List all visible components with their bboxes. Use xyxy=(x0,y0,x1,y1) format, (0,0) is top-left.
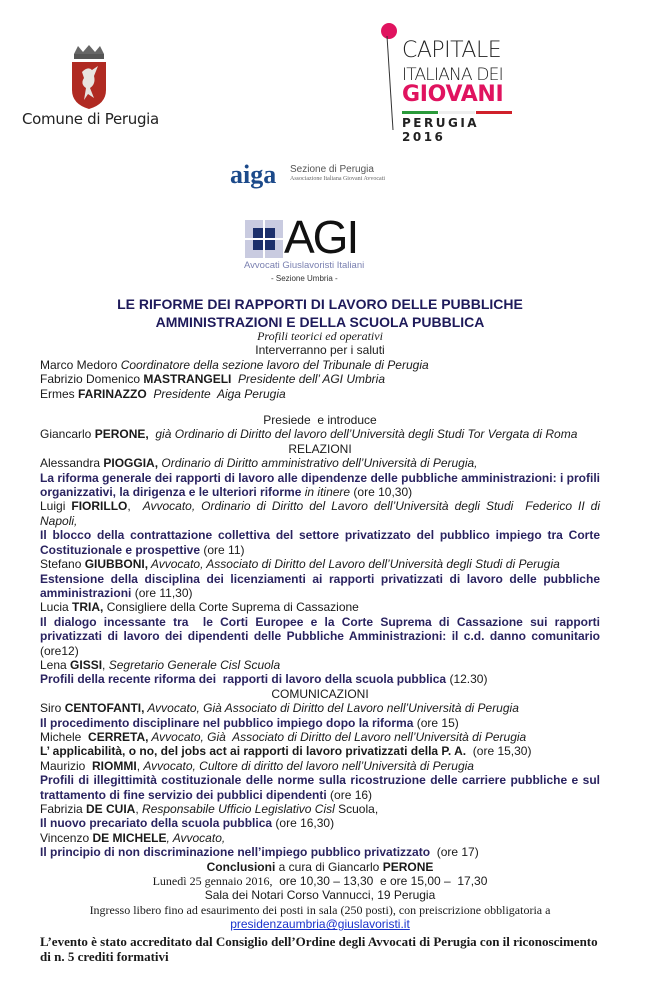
speaker-name: RIOMMI xyxy=(92,758,137,773)
speaker-name: Conclusioni xyxy=(206,859,276,874)
text-run: (ore 17) xyxy=(430,845,479,860)
text-run: Maurizio xyxy=(40,758,93,773)
talk-title: Il dialogo incessante tra le Corti Europee e la Corte Suprema di Cassazione sui rapporti privatizzati di lavoro dei dipendenti delle Pubbliche Amministrazioni: il c.d. danno comunitario xyxy=(40,614,604,644)
talk-title: Profili di illegittimità costituzionale delle norme sulla ricostruzione delle carriere pubbliche e sul trattamento di fine servizio dei pubblici dipendenti xyxy=(40,773,604,802)
text-run: Profili teorici ed operativi xyxy=(257,329,383,343)
talk-title: Il nuovo precariato della scuola pubblica xyxy=(40,816,273,831)
program-paragraph xyxy=(40,387,600,401)
agi-logo: AGI Avvocati Giuslavoristi Italiani - Sezione Umbria - xyxy=(244,211,365,283)
program-paragraph xyxy=(40,716,600,730)
program-paragraph xyxy=(40,888,600,902)
event-title-line2: AMMINISTRAZIONI E DELLA SCUOLA PUBBLICA xyxy=(155,314,485,330)
text-run: Ermes xyxy=(40,386,79,401)
speaker-name: MASTRANGELI xyxy=(143,372,232,387)
speaker-name: PERONE xyxy=(382,859,434,874)
program-paragraph xyxy=(40,600,600,614)
text-run: L’evento è stato accreditato dal Consiglio dell’Ordine degli Avvocati di Perugia con il riconoscimento di n. 5 crediti formativi xyxy=(40,933,601,964)
text-run: Giancarlo xyxy=(40,427,95,442)
program-paragraph xyxy=(40,874,600,888)
program-paragraph xyxy=(40,470,604,500)
program-paragraph xyxy=(40,427,600,441)
program-paragraph xyxy=(40,687,600,701)
program-paragraph xyxy=(40,557,600,571)
program-paragraph xyxy=(40,658,600,672)
text-run: Ingresso libero fino ad esaurimento dei posti in sala (250 posti), con preiscrizione obbligatoria a xyxy=(89,902,551,917)
text-run: Coordinatore della sezione lavoro del Tribunale di Perugia xyxy=(120,357,429,372)
comune-coat-of-arms-logo xyxy=(68,44,110,110)
text-run: Avvocato, Già Associato di Diritto del Lavoro nell’Università di Perugia xyxy=(148,729,527,744)
text-run: Marco Medoro xyxy=(40,357,121,372)
speaker-name: L’ applicabilità, o no, del jobs act ai rapporti di lavoro privatizzati della P. A. xyxy=(40,744,467,759)
capitale-giovani-logo: CAPITALE ITALIANA DEI GIOVANI PERUGIA 2016 xyxy=(380,22,520,134)
text-run: ore 10,30 – 13,30 e ore 15,00 – 17,30 xyxy=(272,874,488,889)
text-run: (ore 16) xyxy=(326,787,373,802)
text-run: Lena xyxy=(40,657,71,672)
text-run: Avvocato, Cultore di diritto del lavoro nell’Università di Perugia xyxy=(143,758,474,773)
text-run: Avvocato, Ordinario di Diritto del Lavoro dell’Università degli Studi Federico II di Napoli, xyxy=(40,499,604,528)
program-paragraph xyxy=(40,759,600,773)
talk-title: Profili della recente riforma dei rapporti di lavoro della scuola pubblica xyxy=(40,672,447,687)
text-run: Scuola, xyxy=(334,802,379,816)
speaker-name: DE MICHELE xyxy=(92,830,167,845)
program-paragraph xyxy=(40,802,600,816)
program-paragraph xyxy=(40,614,604,658)
speaker-name: GIUBBONI, xyxy=(84,557,149,572)
program-paragraph xyxy=(40,730,600,744)
talk-title: La riforma generale dei rapporti di lavoro alle dipendenze delle pubbliche amministrazioni: i profili organizzativi, la dirigenza e le ulteriori riforme xyxy=(40,470,604,500)
program-paragraph xyxy=(40,672,600,686)
text-run: in itinere xyxy=(304,485,351,500)
aiga-logo: aiga Sezione di Perugia Associazione Italiana Giovani Avvocati xyxy=(230,160,386,189)
text-run: Lunedì 25 gennaio 2016, xyxy=(152,874,273,889)
program-paragraph xyxy=(40,831,600,845)
text-run: , xyxy=(135,802,143,816)
talk-title: Il principio di non discriminazione nell’impiego pubblico privatizzato xyxy=(40,845,431,860)
text-run: Sala dei Notari Corso Vannucci, 19 Perugia xyxy=(204,888,436,903)
program-paragraph xyxy=(40,934,600,964)
program-paragraph xyxy=(40,701,600,715)
text-run: (ore 10,30) xyxy=(350,485,413,500)
text-run: Stefano xyxy=(40,557,85,572)
text-run: , Avvocato, xyxy=(166,830,226,845)
text-run: già Ordinario di Diritto del lavoro dell’Università degli Studi Tor Vergata di Roma xyxy=(148,427,578,442)
text-run: Siro xyxy=(40,701,65,716)
text-run: Luigi xyxy=(40,499,72,514)
text-run: Presiede e introduce xyxy=(263,413,377,428)
program-paragraph xyxy=(40,413,600,427)
text-run: (ore 16,30) xyxy=(272,816,335,831)
text-run: Segretario Generale Cisl Scuola xyxy=(108,657,281,672)
text-run: (12.30) xyxy=(446,672,488,687)
text-run: (ore 11,30) xyxy=(131,585,193,600)
text-run: COMUNICAZIONI xyxy=(271,686,369,701)
program-paragraph xyxy=(40,860,600,874)
speaker-name: TRIA, xyxy=(72,600,104,615)
program-paragraph xyxy=(40,845,600,859)
text-run: a cura di Giancarlo xyxy=(275,859,383,874)
program-paragraph xyxy=(40,528,604,557)
text-run: Consigliere della Corte Suprema di Cassazione xyxy=(103,600,359,615)
program-paragraph xyxy=(40,372,600,386)
program-paragraph xyxy=(40,917,600,931)
speaker-name: FARINAZZO xyxy=(78,386,147,401)
text-run: Alessandra xyxy=(40,456,104,471)
text-run: (ore 15,30) xyxy=(466,744,532,759)
speaker-name: PIOGGIA, xyxy=(103,456,159,471)
program-paragraph xyxy=(40,773,604,802)
text-run: (ore 11) xyxy=(200,542,245,557)
event-title-line1: LE RIFORME DEI RAPPORTI DI LAVORO DELLE PUBBLICHE xyxy=(117,296,523,312)
speaker-name: PERONE, xyxy=(94,427,149,442)
program-paragraph xyxy=(40,329,600,343)
program-paragraph xyxy=(40,571,604,601)
speaker-name: CERRETA, xyxy=(88,729,149,744)
text-run: Ordinario di Diritto amministrativo dell’Università di Perugia, xyxy=(158,456,478,471)
email-link[interactable]: presidenzaumbria@giuslavoristi.it xyxy=(230,917,410,932)
text-run: Fabrizio Domenico xyxy=(40,372,144,387)
speaker-name: CENTOFANTI, xyxy=(64,701,145,716)
text-run: RELAZIONI xyxy=(288,441,352,456)
text-run: Presidente Aiga Perugia xyxy=(146,386,286,401)
program-paragraph xyxy=(40,816,600,830)
text-run: Michele xyxy=(40,729,89,744)
talk-title: Il procedimento disciplinare nel pubblico impiego dopo la riforma xyxy=(40,715,414,730)
program-paragraph xyxy=(40,744,600,758)
text-run: Fabrizia xyxy=(40,802,87,816)
spacer xyxy=(40,401,600,413)
text-run: Presidente dell’ AGI Umbria xyxy=(231,372,385,387)
text-run: Vincenzo xyxy=(40,830,93,845)
text-run: Lucia xyxy=(40,600,73,615)
program-paragraph xyxy=(40,442,600,456)
program-paragraph xyxy=(40,903,600,917)
text-run: (ore 15) xyxy=(413,715,459,730)
text-run: , xyxy=(127,499,143,514)
event-program xyxy=(40,295,604,964)
text-run: Responsabile Ufficio Legislativo Cisl xyxy=(142,802,335,816)
text-run: (ore12) xyxy=(40,629,604,658)
text-run: , xyxy=(136,758,144,773)
program-paragraph xyxy=(40,456,600,470)
text-run: , xyxy=(102,657,109,672)
talk-title: Estensione della disciplina dei licenziamenti ai rapporti privatizzati di lavoro delle pubbliche amministrazioni xyxy=(40,571,604,600)
speaker-name: FIORILLO xyxy=(71,499,128,514)
text-run: Avvocato, Associato di Diritto del Lavoro dell’Università degli Studi di Perugia xyxy=(148,557,560,572)
text-run: Avvocato, Già Associato di Diritto del Lavoro nell’Università di Perugia xyxy=(144,701,519,716)
talk-title: Il blocco della contrattazione collettiva del settore privatizzato del pubblico impiego tra Corte Costituzionale e prospettive xyxy=(40,528,604,557)
program-paragraph xyxy=(40,358,600,372)
comune-logo-text: Comune di Perugia xyxy=(22,110,159,128)
speaker-name: DE CUIA xyxy=(86,802,136,816)
program-paragraph xyxy=(40,343,600,357)
program-paragraph xyxy=(40,499,604,528)
text-run: Interverranno per i saluti xyxy=(255,343,385,358)
speaker-name: GISSI xyxy=(70,657,103,672)
